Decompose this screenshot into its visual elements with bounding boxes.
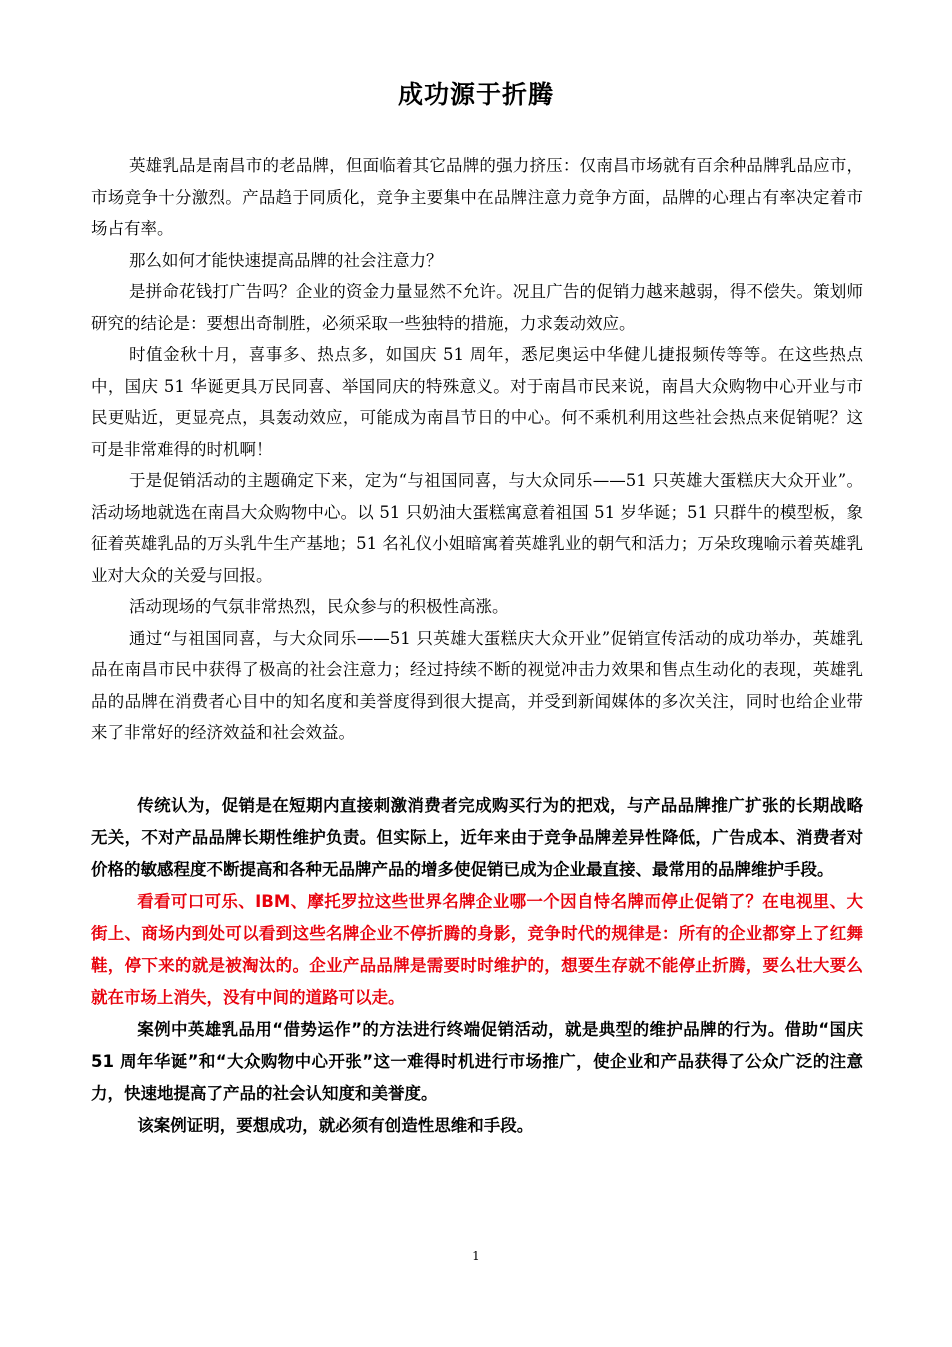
- body-paragraph: 那么如何才能快速提高品牌的社会注意力？: [128, 250, 443, 270]
- commentary-paragraph: 该案例证明，要想成功，就必须有创造性思维和手段。: [137, 1116, 534, 1135]
- body-paragraph: 时值金秋十月，喜事多、热点多，如国庆 51 周年，悉尼奥运中华健儿捷报频传等等。在这些热点中，国庆 51 华诞更具万民同喜、举国同庆的特殊意义。对于南昌市民来说，南昌大众购物中心开业与市民更贴近，更显亮点，具轰动效应，可能成为南昌节日的中心。何不乘机利用这些社会热点来促销呢？这可是非常难得的时机啊！: [91, 345, 863, 459]
- case-body: [91, 150, 863, 749]
- commentary-paragraph-highlighted: 看看可口可乐、IBM、摩托罗拉这些世界名牌企业哪一个因自恃名牌而停止促销了？在电视里、大街上、商场内到处可以看到这些名牌企业不停折腾的身影，竞争时代的规律是：所有的企业都穿上了红舞鞋，停下来的就是被淘汰的。企业产品品牌是需要时时维护的，想要生存就不能停止折腾，要么壮大要么就在市场上消失，没有中间的道路可以走。: [91, 892, 863, 1007]
- body-paragraph: 于是促销活动的主题确定下来，定为“与祖国同喜，与大众同乐——51 只英雄大蛋糕庆大众开业”。活动场地就选在南昌大众购物中心。以 51 只奶油大蛋糕寓意着祖国 51 岁华诞；51 只群牛的模型板，象征着英雄乳品的万头乳牛生产基地；51 名礼仪小姐暗寓着英雄乳业的朝气和活力；万朵玫瑰喻示着英雄乳业对大众的关爱与回报。: [91, 471, 863, 585]
- body-paragraph: 通过“与祖国同喜，与大众同乐——51 只英雄大蛋糕庆大众开业”促销宣传活动的成功举办，英雄乳品在南昌市民中获得了极高的社会注意力；经过持续不断的视觉冲击力效果和售点生动化的表现，英雄乳品的品牌在消费者心目中的知名度和美誉度得到很大提高，并受到新闻媒体的多次关注，同时也给企业带来了非常好的经济效益和社会效益。: [91, 628, 863, 742]
- body-paragraph: 活动现场的气氛非常热烈，民众参与的积极性高涨。: [128, 597, 509, 616]
- commentary-section: [91, 790, 863, 1142]
- commentary-paragraph: 案例中英雄乳品用“借势运作”的方法进行终端促销活动，就是典型的维护品牌的行为。借助“国庆 51 周年华诞”和“大众购物中心开张”这一难得时机进行市场推广，使企业和产品获得了公众广泛的注意力，快速地提高了产品的社会认知度和美誉度。: [91, 1020, 863, 1103]
- commentary-paragraph: 传统认为，促销是在短期内直接刺激消费者完成购买行为的把戏，与产品品牌推广扩张的长期战略无关，不对产品品牌长期性维护负责。但实际上，近年来由于竞争品牌差异性降低，广告成本、消费者对价格的敏感程度不断提高和各种无品牌产品的增多使促销已成为企业最直接、最常用的品牌维护手段。: [91, 796, 863, 879]
- page-number: 1: [472, 1249, 480, 1263]
- body-paragraph: 英雄乳品是南昌市的老品牌，但面临着其它品牌的强力挤压：仅南昌市场就有百余种品牌乳品应市，市场竞争十分激烈。产品趋于同质化，竞争主要集中在品牌注意力竞争方面，品牌的心理占有率决定着市场占有率。: [91, 156, 863, 238]
- body-paragraph: 是拼命花钱打广告吗？企业的资金力量显然不允许。况且广告的促销力越来越弱，得不偿失。策划师研究的结论是：要想出奇制胜，必须采取一些独特的措施，力求轰动效应。: [91, 282, 863, 333]
- page-title: 成功源于折腾: [397, 80, 554, 109]
